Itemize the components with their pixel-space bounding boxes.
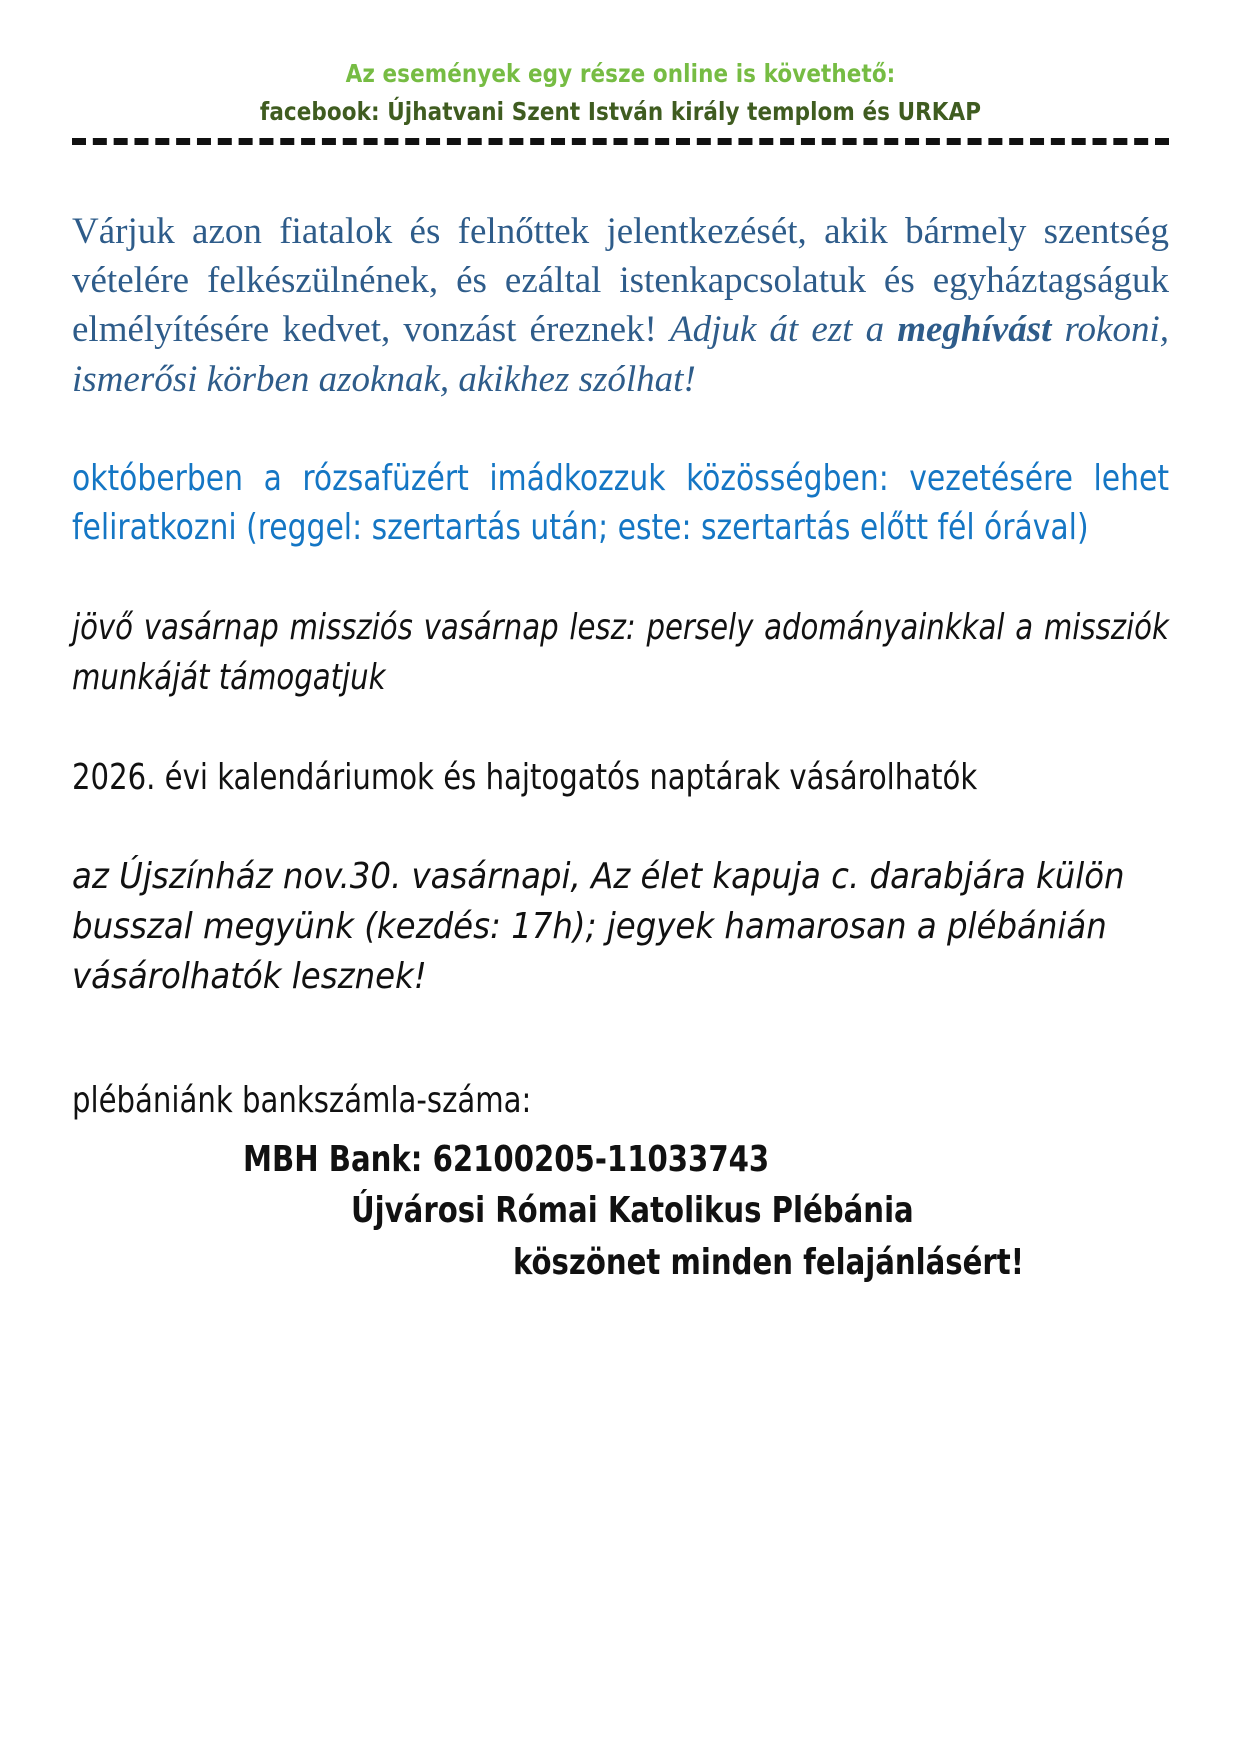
header-divider: [72, 138, 1169, 145]
bank-account-number: MBH Bank: 62100205-11033743: [243, 1139, 770, 1181]
theatre-paragraph: az Újszínház nov.30. vasárnapi, Az élet kapuja c. darabjára külön busszal megyünk (kezdés: 17h); jegyek hamarosan a plébánián vásárolhatók lesznek!: [72, 856, 1125, 997]
bank-thanks-note: köszönet minden felajánlásért!: [513, 1241, 1025, 1283]
spacer: [72, 404, 1169, 454]
invitation-text-roman: Várjuk azon fiatalok és felnőttek jelentkezését, akik bármely szentség vételére felkészülnének, és ezáltal istenkapcsolatuk és egyháztagságuk elmélyítésére kedvet, vonzást éreznek!: [72, 211, 1169, 351]
spacer: [72, 802, 1169, 852]
invitation-paragraph: [72, 207, 1169, 404]
bank-account-owner: Újvárosi Római Katolikus Plébánia: [351, 1190, 914, 1232]
mission-sunday-paragraph: jövő vasárnap missziós vasárnap lesz: persely adományainkkal a missziók munkáját támogatjuk: [72, 607, 1169, 698]
spacer: [72, 1001, 1169, 1075]
invitation-text-italic-lead: Adjuk át ezt a: [670, 309, 898, 351]
calendars-paragraph: 2026. évi kalendáriumok és hajtogatós naptárak vásárolhatók: [72, 756, 978, 798]
spacer: [72, 145, 1169, 207]
bank-intro-label: plébániánk bankszámla-száma:: [72, 1080, 532, 1122]
rosary-paragraph: októberben a rózsafüzért imádkozzuk közösségben: vezetésére lehet feliratkozni (reggel: szertartás után; este: szertartás előtt fél órával): [72, 457, 1170, 549]
spacer: [72, 553, 1169, 603]
spacer: [72, 1126, 1169, 1134]
bank-details-block: [72, 1075, 1169, 1287]
document-header: [72, 0, 1169, 128]
invitation-emphasis-meghivast: meghívást: [897, 309, 1052, 351]
spacer: [72, 703, 1169, 753]
invitation-text-italic-tail: rokoni, ismerősi körben azoknak, akikhez szólhat!: [72, 309, 1170, 400]
header-online-notice: Az események egy része online is követhető:: [345, 59, 896, 88]
header-facebook-page: facebook: Újhatvani Szent István király templom és URKAP: [259, 97, 982, 126]
